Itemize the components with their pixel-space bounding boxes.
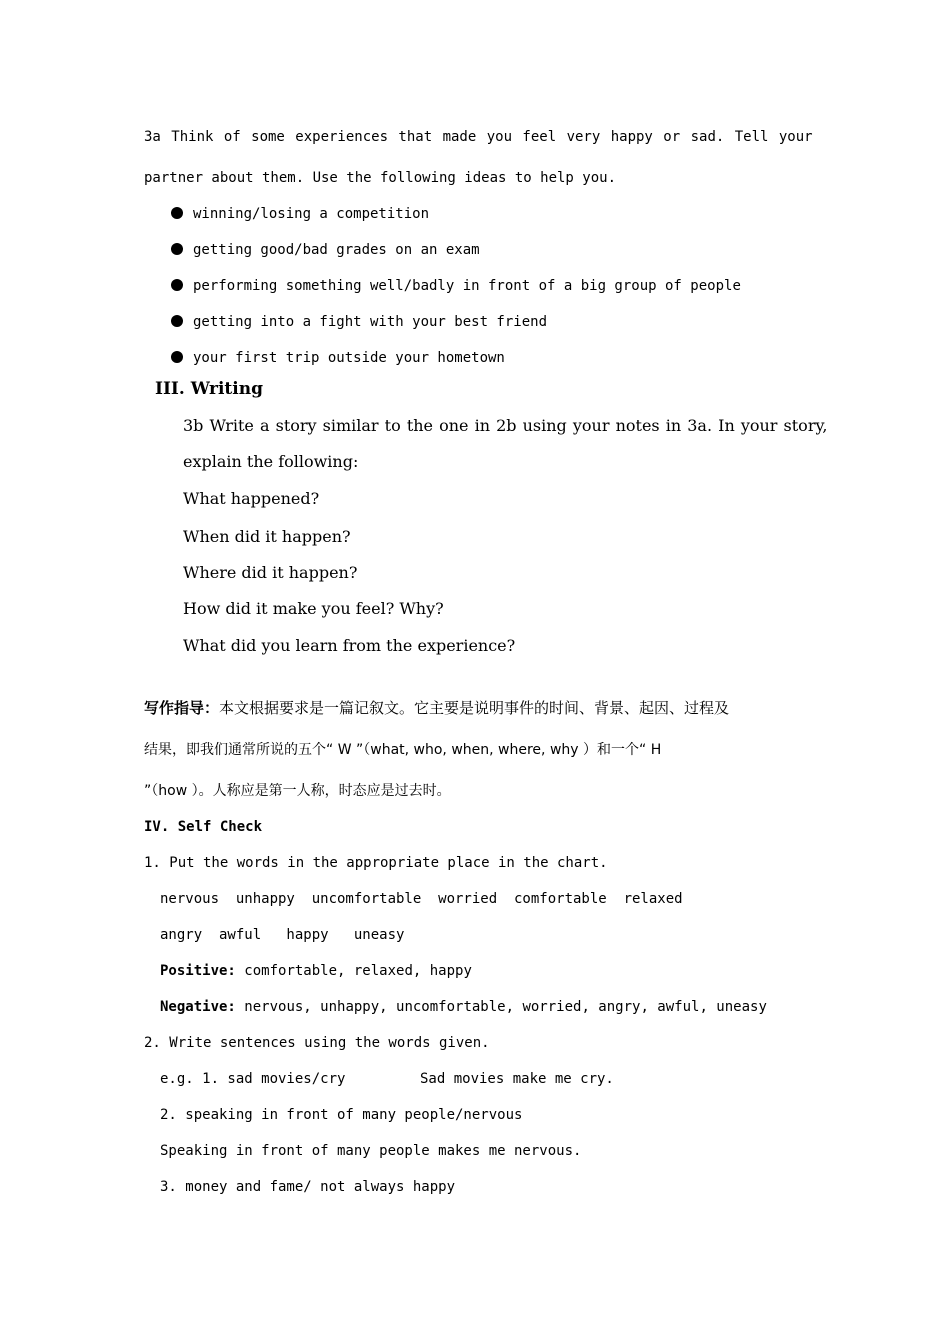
item-2: 2. speaking in front of many people/nervous <box>160 1107 523 1123</box>
bullet-icon <box>171 207 183 219</box>
self-check-q1: 1. Put the words in the appropriate place in the chart. <box>144 855 608 871</box>
bullet-icon <box>171 243 183 255</box>
self-check-q2: 2. Write sentences using the words given. <box>144 1035 490 1051</box>
self-check-heading: IV. Self Check <box>144 819 263 835</box>
guide-line3: ”（how ）。人称应是第一人称，时态应是过去时。 <box>144 783 451 799</box>
positive-label: Positive: <box>160 963 236 979</box>
writing-heading: III. Writing <box>155 379 263 399</box>
item-3: 3. money and fame/ not always happy <box>160 1179 456 1195</box>
word-bank-row2: angry awful happy uneasy <box>160 927 405 943</box>
question-item: What happened? <box>183 489 320 508</box>
example-1-answer: Sad movies make me cry. <box>420 1071 614 1087</box>
bullet-icon <box>171 279 183 291</box>
guide-line1: 写作指导：本文根据要求是一篇记叙文。它主要是说明事件的时间、背景、起因、过程及 <box>144 699 730 717</box>
list-item: winning/losing a competition <box>171 204 429 224</box>
guide-line2: 结果，即我们通常所说的五个“ W ”（what, who, when, where, why ）和一个“ H <box>144 742 662 758</box>
question-item: When did it happen? <box>183 527 351 546</box>
example-1: e.g. 1. sad movies/cry <box>160 1071 346 1087</box>
bullet-icon <box>171 315 183 327</box>
positive-row <box>160 961 472 981</box>
instruction-3a-line1: 3a Think of some experiences that made you feel very happy or sad. Tell your <box>144 129 813 145</box>
negative-label: Negative: <box>160 999 236 1015</box>
negative-value: nervous, unhappy, uncomfortable, worried, angry, awful, uneasy <box>244 999 767 1015</box>
item-2-answer: Speaking in front of many people makes me nervous. <box>160 1143 582 1159</box>
instruction-3b-line2: explain the following: <box>183 452 359 471</box>
instruction-3b-line1: 3b Write a story similar to the one in 2b using your notes in 3a. In your story, <box>183 416 828 435</box>
positive-value: comfortable, relaxed, happy <box>244 963 472 979</box>
list-item: your first trip outside your hometown <box>171 348 505 368</box>
question-item: How did it make you feel? Why? <box>183 599 444 618</box>
question-item: What did you learn from the experience? <box>183 636 516 655</box>
list-item: getting into a fight with your best friend <box>171 312 547 332</box>
list-item: getting good/bad grades on an exam <box>171 240 480 260</box>
bullet-icon <box>171 351 183 363</box>
instruction-3a-line2: partner about them. Use the following ideas to help you. <box>144 170 617 186</box>
negative-row <box>160 997 767 1017</box>
guide-label: 写作指导： <box>144 699 220 717</box>
list-item: performing something well/badly in front of a big group of people <box>171 276 741 296</box>
question-item: Where did it happen? <box>183 563 358 582</box>
word-bank-row1: nervous unhappy uncomfortable worried comfortable relaxed <box>160 891 683 907</box>
